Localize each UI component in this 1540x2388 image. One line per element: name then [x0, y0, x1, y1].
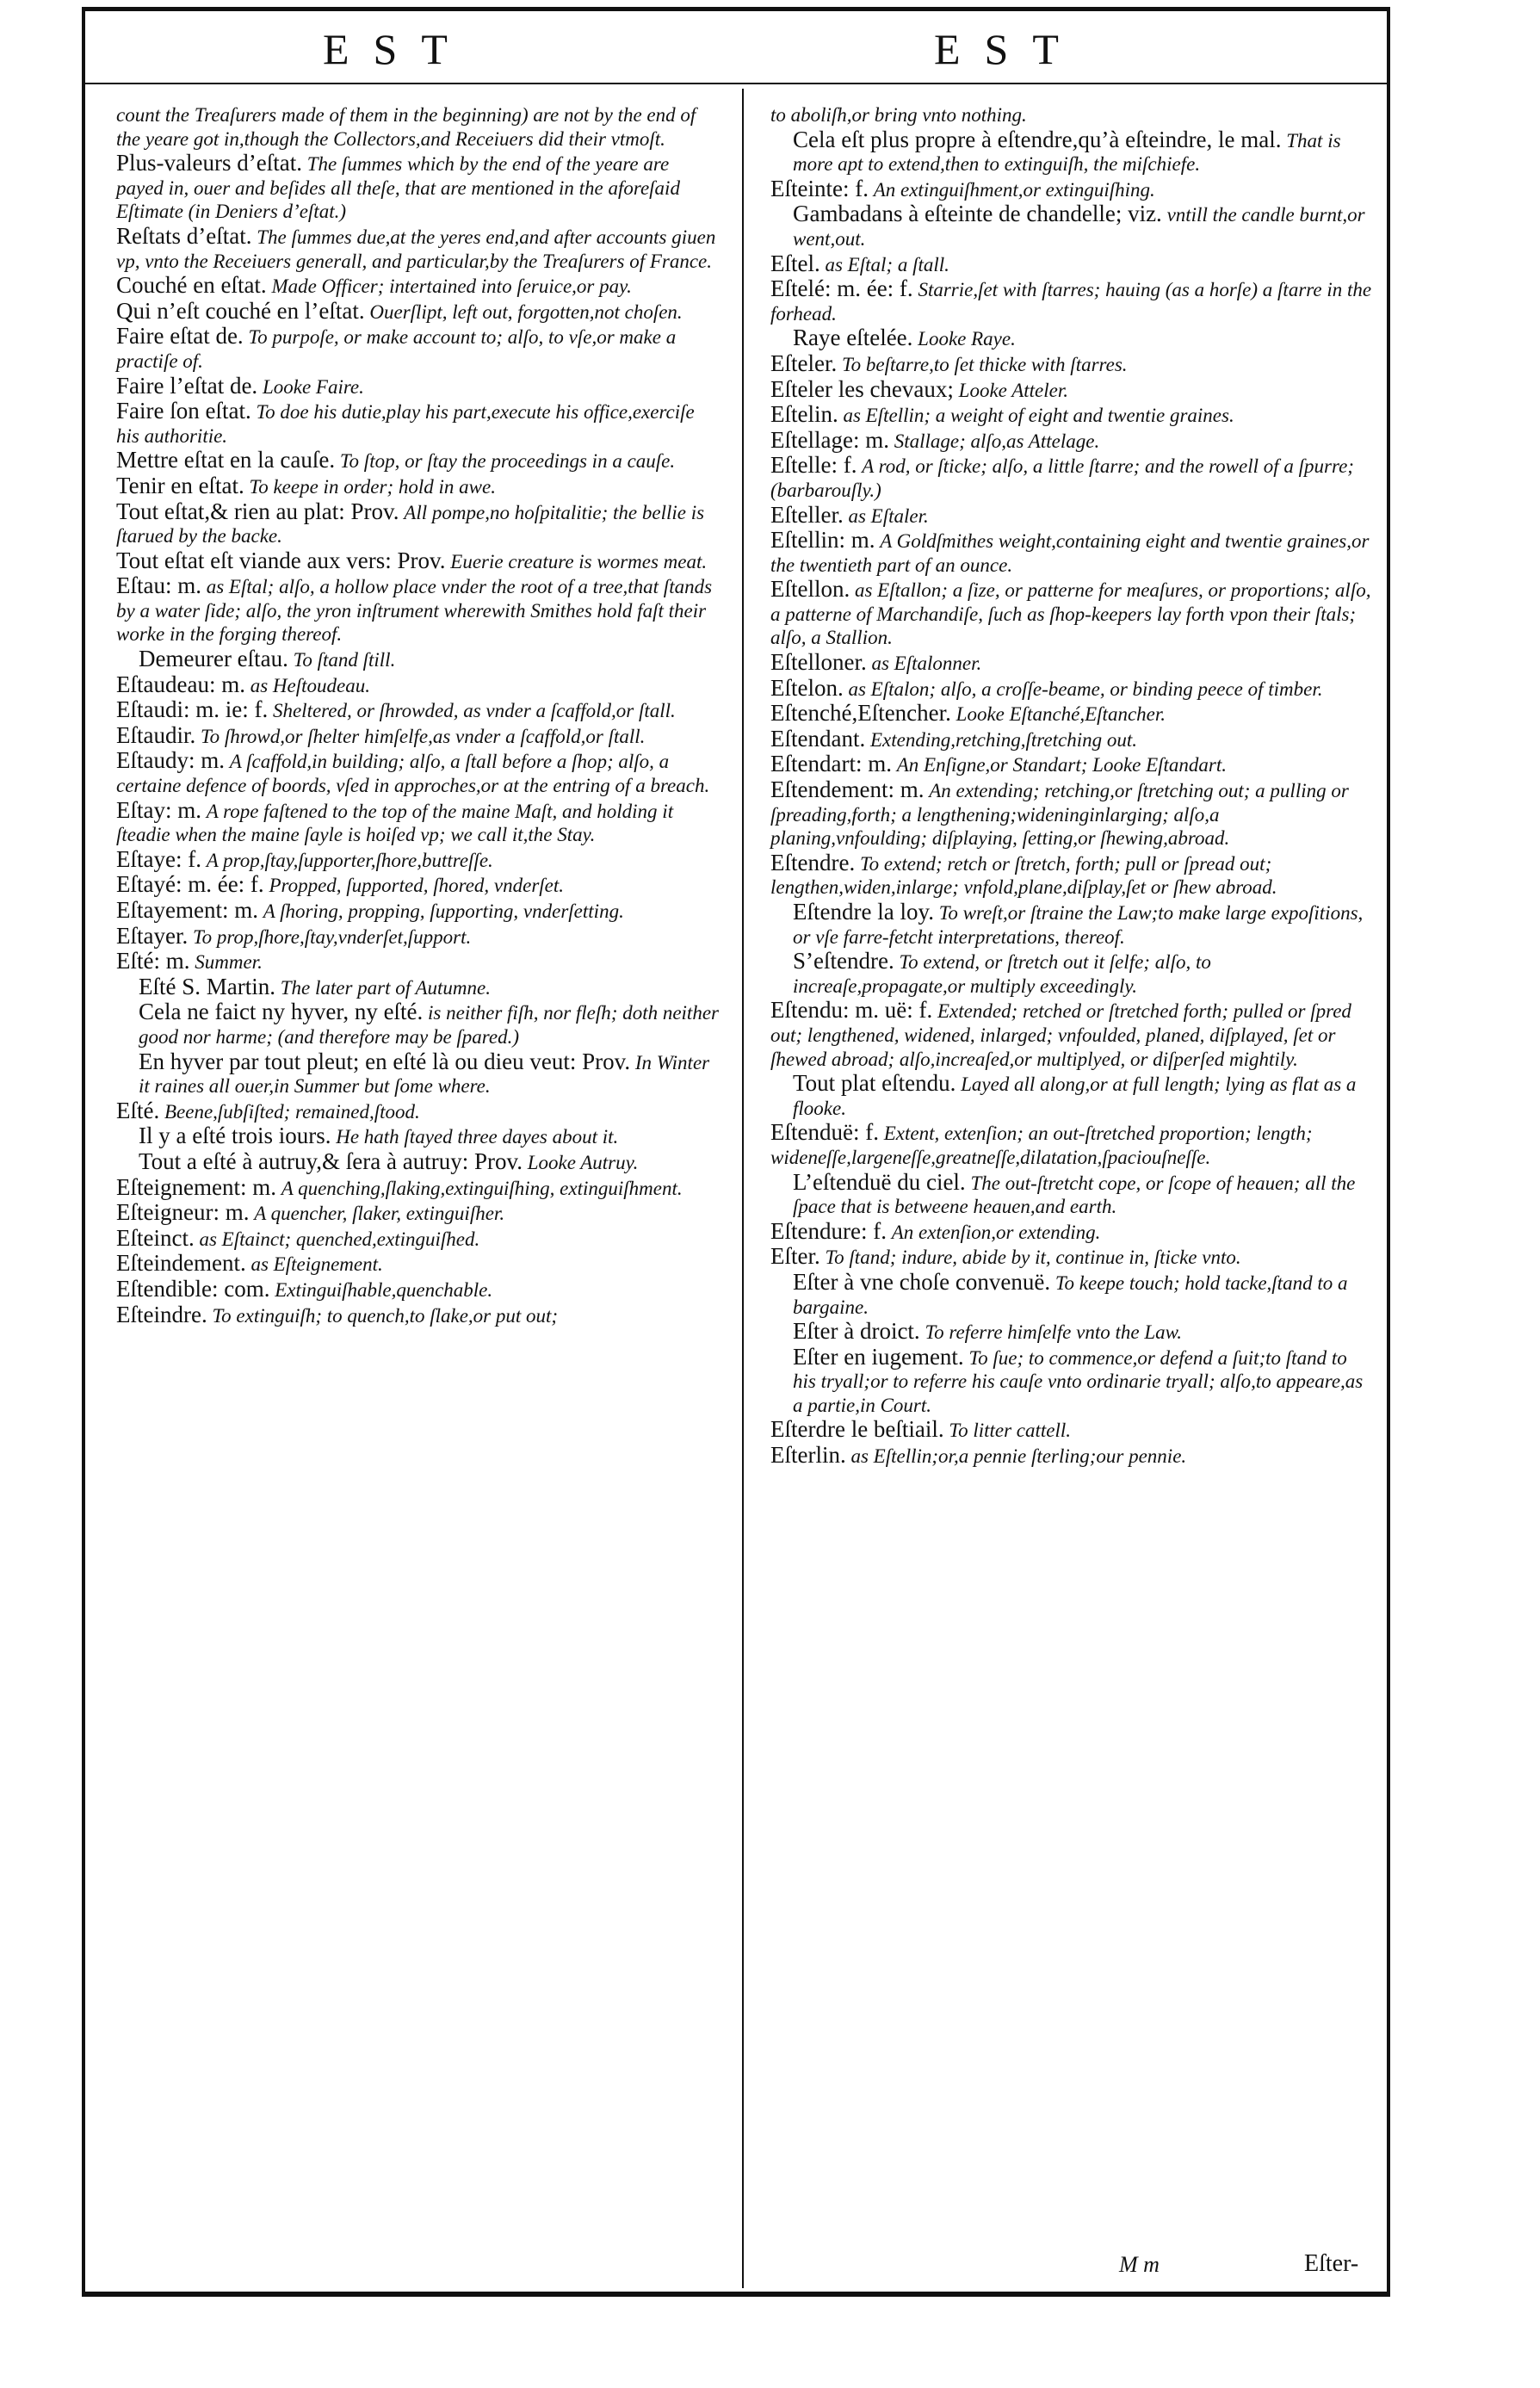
dictionary-entry: [770, 1217, 1373, 1245]
dictionary-entry: [116, 474, 719, 499]
running-head-right: EST: [934, 25, 1083, 73]
dictionary-entry: [770, 403, 1373, 428]
entry-definition: To ſtand; indure, abide by it, continue in, ſticke vnto.: [825, 1247, 1241, 1269]
entry-definition: Beene,ſubſiſted; remained,ſtood.: [164, 1100, 420, 1123]
entry-definition: To ſhrowd,or ſhelter himſelfe,as vnder a ſcaffold,or ſtall.: [200, 725, 646, 747]
entry-definition: To wreſt,or ſtraine the Law;to make large expoſitions, or vſe farre-fetcht interpretations, thereof.: [793, 902, 1364, 948]
entry-headword: Demeurer eſtau.: [139, 646, 288, 672]
dictionary-entry: [770, 326, 1373, 351]
dictionary-entry: [116, 950, 719, 974]
dictionary-entry: [116, 297, 719, 325]
dictionary-entry: [116, 399, 719, 448]
entry-definition: To keepe touch; hold tacke,ſtand to a bargaine.: [793, 1271, 1348, 1318]
dictionary-entry: [770, 1168, 1373, 1219]
entry-definition: Looke Raye.: [918, 328, 1016, 350]
entry-headword: Eſté.: [116, 1097, 160, 1123]
dictionary-entry: [116, 325, 719, 373]
entry-headword: Eſteigneur: m.: [116, 1199, 250, 1226]
entry-definition: A ſcaffold,in building; alſo, a ſtall before a ſhop; alſo, a certaine defence of boords, vſed in approches,or at the entring of a breach.: [116, 751, 710, 797]
entry-definition: A prop,ſtay,ſupporter,ſhore,buttreſſe.: [206, 849, 493, 871]
entry-headword: Eſterdre le beſtiail.: [770, 1416, 944, 1443]
dictionary-entry: [770, 202, 1373, 251]
entry-headword: Eſtaudeau: m.: [116, 671, 245, 697]
dictionary-entry: [770, 1418, 1373, 1443]
dictionary-entry: [116, 574, 719, 646]
right-column: [770, 103, 1373, 1469]
entry-definition: To extinguiſh; to quench,to ſlake,or put out;: [212, 1304, 559, 1327]
entry-definition: Looke Faire.: [262, 375, 364, 398]
entry-definition: is neither fiſh, nor fleſh; doth neither good nor harme; (and therefore may be ſpared.): [139, 1002, 719, 1048]
entry-headword: Eſtaye: f.: [116, 845, 201, 872]
dictionary-entry: [770, 454, 1373, 502]
entry-headword: Tout eſtat,& rien au plat: Prov.: [116, 498, 399, 524]
dictionary-entry: [770, 900, 1373, 949]
entry-headword: Eſtelon.: [770, 674, 844, 701]
dictionary-entry: [116, 1000, 719, 1049]
entry-definition: Extending,retching,ſtretching out.: [869, 728, 1137, 751]
entry-definition: To doe his dutie,play his part,execute his office,exerciſe his authoritie.: [116, 401, 695, 447]
entry-headword: Eſtendart: m.: [770, 751, 892, 777]
left-border: [82, 7, 85, 2297]
entry-definition: as Eſtainct; quenched,extinguiſhed.: [199, 1228, 480, 1250]
entry-headword: Eſteler les chevaux;: [770, 375, 954, 402]
entry-definition: Looke Autruy.: [527, 1151, 639, 1173]
entry-headword: Eſteller.: [770, 501, 844, 528]
dictionary-entry: [116, 922, 719, 950]
entry-headword: Faire l’eſtat de.: [116, 372, 258, 399]
entry-headword: Eſtayé: m. ée: f.: [116, 871, 264, 898]
entry-definition: count the Treaſurers made of them in the beginning) are not by the end of the yeare got in,though the Collectors,and Receiuers did their vtmoſt.: [116, 104, 696, 150]
entry-definition: as Eſteignement.: [250, 1253, 383, 1276]
dictionary-entry: [770, 1121, 1373, 1169]
dictionary-entry: [770, 103, 1373, 127]
dictionary-entry: [116, 673, 719, 698]
entry-definition: as Eſtellin;or,a pennie ſterling;our pennie.: [850, 1445, 1187, 1468]
entry-definition: Starrie,ſet with ſtarres; hauing (as a horſe) a ſtarre in the forhead.: [770, 279, 1372, 325]
entry-definition: Propped, ſupported, ſhored, vnderſet.: [269, 875, 565, 897]
entry-headword: Eſteignement: m.: [116, 1173, 276, 1200]
dictionary-entry: [116, 749, 719, 797]
entry-definition: A rope faſtened to the top of the maine Maſt, and holding it ſteadie when the maine ſayle is hoiſed vp; we call it,the Stay.: [116, 800, 674, 846]
dictionary-entry: [116, 1099, 719, 1124]
dictionary-page: [82, 7, 1390, 2297]
entry-definition: Made Officer; intertained into ſeruice,or pay.: [271, 275, 632, 298]
entry-definition: To ſtop, or ſtay the proceedings in a cauſe.: [339, 450, 676, 473]
entry-headword: Eſteindement.: [116, 1250, 246, 1277]
entry-definition: To keepe in order; hold in awe.: [249, 475, 496, 498]
right-border: [1387, 7, 1390, 2297]
entry-headword: Tout eſtat eſt viande aux vers: Prov.: [116, 547, 446, 573]
entry-definition: All pompe,no hoſpitalitie; the bellie is ſtarued by the backe.: [116, 501, 705, 548]
entry-definition: The later part of Autumne.: [280, 976, 491, 999]
dictionary-entry: [116, 1124, 719, 1149]
dictionary-entry: [116, 698, 719, 723]
entry-definition: The ſummes which by the end of the yeare are payed in, ouer and beſides all theſe, that are mentioned in the aforeſaid Eſtimate (in Deniers d’eſtat.): [116, 153, 680, 223]
entry-definition: To extend, or ſtretch out it ſelfe; alſo, to increaſe,propagate,or multiply exceedingly.: [793, 951, 1211, 997]
dictionary-entry: [116, 222, 719, 273]
dictionary-entry: [116, 1252, 719, 1277]
dictionary-entry: [770, 375, 1373, 403]
entry-headword: Eſtellage: m.: [770, 426, 889, 453]
entry-definition: To prop,ſhore,ſtay,vnderſet,ſupport.: [192, 925, 472, 948]
dictionary-entry: [770, 1072, 1373, 1120]
entry-headword: Eſtaudir.: [116, 721, 196, 748]
header-rule: [82, 83, 1390, 84]
signature-mark: M m: [1119, 2252, 1160, 2277]
entry-definition: Looke Eſtanché,Eſtancher.: [956, 703, 1166, 726]
dictionary-entry: [116, 845, 719, 873]
entry-definition: as Eſtaler.: [848, 504, 929, 527]
dictionary-entry: [770, 1245, 1373, 1270]
dictionary-entry: [116, 721, 719, 749]
entry-headword: Couché en eſtat.: [116, 272, 267, 299]
entry-definition: Sheltered, or ſhrowded, as vnder a ſcaffold,or ſtall.: [272, 700, 676, 722]
dictionary-entry: [116, 449, 719, 473]
dictionary-entry: [116, 873, 719, 898]
dictionary-entry: [116, 1173, 719, 1201]
entry-headword: Eſtelé: m. ée: f.: [770, 275, 913, 302]
entry-headword: Eſté S. Martin.: [139, 973, 275, 999]
entry-headword: Faire ſon eſtat.: [116, 398, 251, 424]
entry-headword: Eſtendement: m.: [770, 776, 925, 803]
dictionary-entry: [770, 426, 1373, 454]
dictionary-entry: [770, 501, 1373, 529]
entry-definition: as Eſtal; a ſtall.: [825, 253, 949, 275]
dictionary-entry: [116, 1303, 719, 1328]
entry-definition: Extended; retched or ſtretched forth; pulled or ſpred out; lengthened, widened, inlarged; vnfoulded, planed, diſplayed, ſet or ſhewed abroad; alſo,increaſed,or multiplyed, or diſperſed mightily.: [770, 1000, 1351, 1070]
entry-headword: Eſté: m.: [116, 948, 190, 974]
dictionary-entry: [770, 999, 1373, 1071]
entry-headword: Eſter à droict.: [793, 1318, 920, 1345]
dictionary-entry: [770, 1268, 1373, 1319]
entry-definition: as Eſtellin; a weight of eight and twentie graines.: [843, 405, 1234, 427]
dictionary-entry: [770, 1343, 1373, 1418]
entry-headword: Eſteinte: f.: [770, 175, 869, 201]
entry-definition: A quenching,ſlaking,extinguiſhing, extinguiſhment.: [281, 1177, 683, 1199]
entry-headword: Eſterlin.: [770, 1442, 846, 1469]
entry-definition: The out-ſtretcht cope, or ſcope of heauen; all the ſpace that is betweene heauen,and earth.: [793, 1172, 1356, 1218]
entry-definition: A quencher, ſlaker, extinguiſher.: [254, 1203, 505, 1225]
entry-headword: Cela ne faict ny hyver, ny eſté.: [139, 999, 424, 1025]
entry-definition: as Eſtal; alſo, a hollow place vnder the root of a tree,that ſtands by a water ſide; alſo, the yron inſtrument wherewith Smithes hold faſt their worke in the forging thereof.: [116, 576, 713, 646]
entry-headword: Eſtendant.: [770, 725, 866, 752]
dictionary-entry: [116, 975, 719, 1000]
entry-headword: Eſtelle: f.: [770, 452, 857, 479]
entry-definition: Layed all along,or at full length; lying as flat as a flooke.: [793, 1073, 1357, 1119]
entry-definition: To ſue; to commence,or defend a ſuit;to ſtand to his tryall;or to referre his cauſe vnto ordinarie tryall; alſo,to appeare,as a partie,in Court.: [793, 1346, 1364, 1416]
entry-definition: An Enſigne,or Standart; Looke Eſtandart.: [896, 754, 1228, 776]
entry-headword: Eſtenduë: f.: [770, 1119, 879, 1146]
dictionary-entry: [116, 899, 719, 924]
left-column: [116, 103, 719, 1328]
entry-definition: The ſummes due,at the yeres end,and after accounts giuen vp, vnto the Receiuers generall, and particular,by the Treaſurers of France.: [116, 226, 716, 272]
entry-headword: Plus-valeurs d’eſtat.: [116, 150, 302, 176]
entry-definition: vntill the candle burnt,or went,out.: [793, 204, 1365, 250]
dictionary-entry: [116, 1201, 719, 1226]
entry-headword: Il y a eſté trois iours.: [139, 1123, 331, 1149]
entry-definition: Stallage; alſo,as Attelage.: [894, 430, 1100, 452]
dictionary-entry: [770, 727, 1373, 752]
entry-headword: Eſtayement: m.: [116, 897, 258, 923]
dictionary-entry: [770, 651, 1373, 676]
entry-headword: Eſtendre la loy.: [793, 899, 934, 925]
entry-headword: Eſteler.: [770, 350, 838, 376]
entry-definition: To beſtarre,to ſet thicke with ſtarres.: [841, 353, 1128, 375]
entry-definition: An extinguiſhment,or extinguiſhing.: [873, 178, 1155, 201]
entry-headword: Eſtendible: com.: [116, 1275, 270, 1302]
dictionary-entry: [116, 549, 719, 574]
entry-headword: Eſtay: m.: [116, 796, 201, 823]
entry-definition: That is more apt to extend,then to extinguiſh, the miſchiefe.: [793, 129, 1341, 176]
top-border: [82, 7, 1390, 11]
dictionary-entry: [770, 674, 1373, 702]
dictionary-entry: [770, 752, 1373, 777]
dictionary-entry: [770, 277, 1373, 325]
entry-definition: To referre himſelfe vnto the Law.: [925, 1321, 1182, 1344]
dictionary-entry: [116, 103, 719, 151]
entry-headword: Raye eſtelée.: [793, 325, 913, 351]
entry-definition: as Eſtallon; a ſize, or patterne for meaſures, or proportions; alſo, a patterne of Marchandiſe, ſuch as ſhop-keepers lay forth vpon their ſtals; alſo, a Stallion.: [770, 579, 1371, 649]
dictionary-entry: [116, 796, 719, 847]
entry-headword: Eſtelloner.: [770, 649, 867, 676]
dictionary-entry: [770, 702, 1373, 727]
entry-definition: Extent, extenſion; an out-ſtretched proportion; length; wideneſſe,largeneſſe,greatneſſe,dilatation,ſpaciouſneſſe.: [770, 1123, 1313, 1168]
entry-headword: Eſtelin.: [770, 401, 838, 428]
entry-headword: Faire eſtat de.: [116, 323, 244, 350]
entry-definition: An extenſion,or extending.: [891, 1221, 1101, 1243]
entry-headword: Mettre eſtat en la cauſe.: [116, 447, 336, 473]
entry-definition: Extinguiſhable,quenchable.: [275, 1278, 493, 1301]
entry-headword: Eſteindre.: [116, 1301, 207, 1327]
entry-definition: He hath ſtayed three dayes about it.: [336, 1126, 619, 1148]
entry-headword: Eſtaudy: m.: [116, 747, 225, 774]
dictionary-entry: [770, 352, 1373, 377]
dictionary-entry: [770, 252, 1373, 277]
dictionary-entry: [116, 1224, 719, 1252]
entry-headword: Tout plat eſtendu.: [793, 1070, 956, 1097]
entry-definition: as Eſtalonner.: [871, 653, 982, 675]
entry-headword: Eſtendre.: [770, 849, 856, 875]
entry-definition: Euerie creature is wormes meat.: [450, 550, 708, 572]
dictionary-entry: [116, 647, 719, 672]
entry-headword: Eſter à vne choſe convenuë.: [793, 1268, 1051, 1295]
dictionary-entry: [116, 1050, 719, 1098]
dictionary-entry: [116, 500, 719, 548]
entry-definition: To ſtand ſtill.: [293, 649, 396, 671]
entry-definition: as Heſtoudeau.: [250, 674, 370, 696]
entry-headword: Gambadans à eſteinte de chandelle; viz.: [793, 201, 1162, 227]
entry-headword: Eſtel.: [770, 250, 820, 276]
entry-headword: Eſtellin: m.: [770, 527, 875, 554]
entry-definition: To purpoſe, or make account to; alſo, to vſe,or make a practiſe of.: [116, 326, 677, 372]
entry-headword: En hyver par tout pleut; en eſté là ou dieu veut: Prov.: [139, 1048, 631, 1074]
entry-definition: Summer.: [195, 951, 263, 974]
dictionary-entry: [770, 177, 1373, 202]
entry-definition: A ſhoring, propping, ſupporting, vnderſetting.: [263, 900, 624, 922]
catchword: Eſter-: [1304, 2250, 1359, 2277]
bottom-border: [82, 2292, 1390, 2297]
dictionary-entry: [116, 274, 719, 299]
entry-headword: Cela eſt plus propre à eſtendre,qu’à eſteindre, le mal.: [793, 126, 1282, 152]
entry-definition: To litter cattell.: [949, 1420, 1072, 1442]
entry-headword: Eſtaudi: m. ie: f.: [116, 696, 269, 723]
entry-definition: as Eſtalon; alſo, a croſſe-beame, or binding peece of timber.: [848, 677, 1323, 700]
dictionary-entry: [770, 950, 1373, 998]
dictionary-entry: [770, 851, 1373, 900]
entry-definition: Looke Atteler.: [958, 379, 1068, 401]
dictionary-entry: [770, 578, 1373, 650]
entry-definition: A Goldſmithes weight,containing eight and twentie graines,or the twentieth part of an ounce.: [770, 530, 1370, 576]
entry-headword: Eſtenché,Eſtencher.: [770, 700, 951, 727]
dictionary-entry: [770, 778, 1373, 851]
dictionary-entry: [770, 128, 1373, 176]
entry-headword: Eſtayer.: [116, 922, 189, 949]
entry-headword: L’eſtenduë du ciel.: [793, 1168, 966, 1195]
entry-headword: S’eſtendre.: [793, 948, 894, 974]
dictionary-entry: [116, 1275, 719, 1302]
entry-definition: A rod, or ſticke; alſo, a little ſtarre; and the rowell of a ſpurre; (barbarouſly.): [770, 455, 1354, 501]
entry-headword: Eſter.: [770, 1243, 820, 1270]
entry-headword: Eſtendu: m. uë: f.: [770, 997, 933, 1024]
dictionary-entry: [770, 1320, 1373, 1345]
entry-definition: Ouerſlipt, left out, forgotten,not choſen.: [369, 300, 683, 323]
dictionary-entry: [770, 529, 1373, 577]
dictionary-entry: [116, 374, 719, 399]
entry-headword: Eſtau: m.: [116, 572, 201, 599]
dictionary-entry: [770, 1444, 1373, 1469]
entry-definition: to aboliſh,or bring vnto nothing.: [770, 104, 1027, 126]
running-head-left: EST: [323, 25, 472, 73]
entry-headword: Tenir en eſtat.: [116, 472, 244, 498]
entry-headword: Eſter en iugement.: [793, 1343, 964, 1370]
column-divider: [742, 89, 744, 2288]
entry-headword: Qui n’eſt couché en l’eſtat.: [116, 297, 365, 324]
entry-definition: In Winter it raines all ouer,in Summer but ſome where.: [139, 1051, 710, 1098]
entry-headword: Tout a eſté à autruy,& ſera à autruy: Prov.: [139, 1148, 523, 1174]
entry-headword: Eſteinct.: [116, 1224, 195, 1251]
entry-headword: Eſtendure: f.: [770, 1217, 887, 1244]
dictionary-entry: [116, 152, 719, 224]
dictionary-entry: [116, 1150, 719, 1175]
entry-definition: An extending; retching,or ſtretching out; a pulling or ſpreading,forth; a lengthening;wideninginlarging; alſo,a planing,vnfoulding; diſplaying, ſetting,or ſhewing,abroad.: [770, 780, 1349, 850]
entry-definition: To extend; retch or ſtretch, forth; pull or ſpread out; lengthen,widen,inlarge; vnfold,plane,diſplay,ſet or ſhew abroad.: [770, 852, 1277, 899]
entry-headword: Reſtats d’eſtat.: [116, 222, 252, 249]
entry-headword: Eſtellon.: [770, 576, 850, 603]
